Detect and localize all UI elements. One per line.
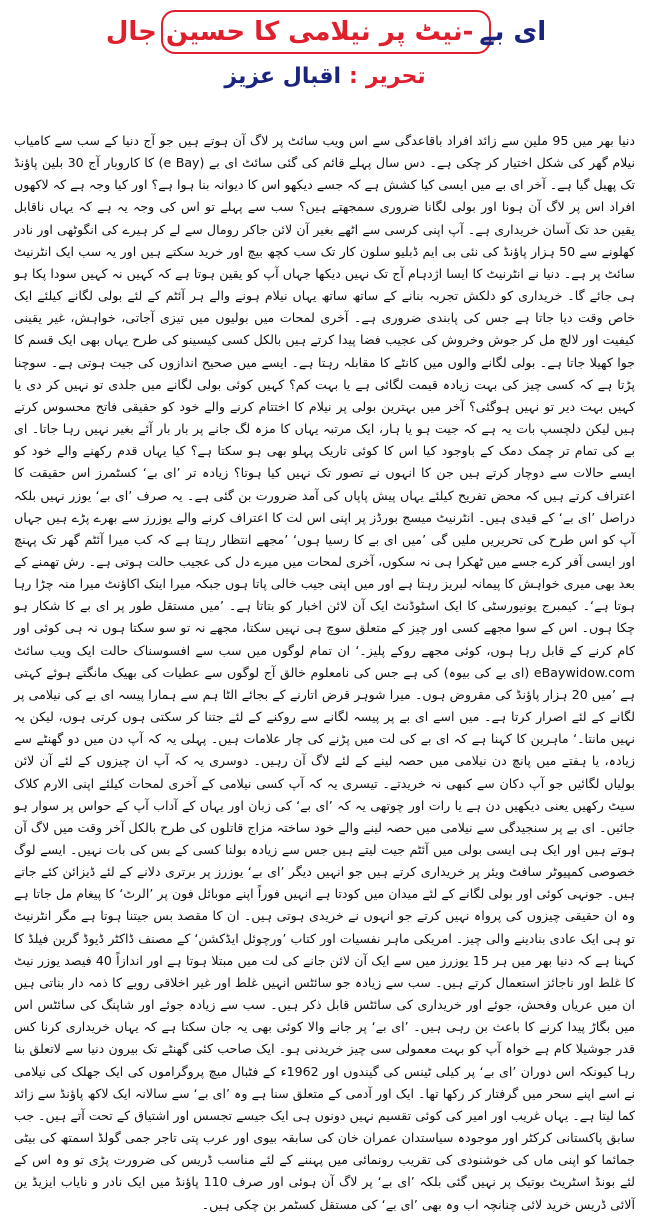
author-name: اقبال عزیز [224,63,342,89]
byline [165,60,485,92]
title-main: -نیٹ پر نیلامی کا حسین جال [105,17,474,47]
byline-separator: : [349,63,358,89]
title-box [105,10,547,54]
article-title [106,17,546,47]
article-paragraph: دنیا بھر میں 95 ملین سے زائد افراد باقاعدگی سے اس ویب سائٹ پر لاگ آن ہوتے ہیں جو آج دنیا کے سب سے کامیاب نیلام گھر کی شکل اختیار کر چکی ہے۔ دس سال پہلے قائم کی گئی سائٹ ای بے (e Bay) کا کاروبار آج 30 بلین پاؤنڈ تک پھیل گیا ہے۔ آخر ای بے میں ایسی کیا کشش ہے کہ جسے دیکھو اس کا دیوانہ بنا ہوا ہے؟ اور کیا وجہ ہے کہ لاکھوں افراد اس پر لاگ آن ہونا اور بولی لگانا ضروری سمجھتے ہیں؟ سب سے پہلے تو اس کی وجہ یہ ہے کہ یہاں ناقابل یقین حد تک آسان خریداری ہے۔ آپ اپنی کرسی سے اٹھے بغیر آن لائن جاکر رومال سے لے کر ہیرے کی انگوٹھی اور نادر کھلونے سے 50 ہزار پاؤنڈ کی نئی بی ایم ڈبلیو سلون کار تک سب کچھ بیچ اور خرید سکتے ہیں اور یہ سب ایک انٹرنیٹ سائٹ پر ہے۔ دنیا نے انٹرنیٹ کا ایسا اژدہام آج تک نہیں دیکھا جہاں آپ کو یقین ہوتا ہے کہ کہیں نہ کہیں سودا پکا ہو ہی جائے گا۔ خریداری کو دلکش تجربہ بنانے کے ساتھ ساتھ یہاں نیلام ہونے والے ہر آئٹم کے لئے بولی لگانے کیلئے ایک خاص وقت دیا جاتا ہے جس کی پابندی ضروری ہے۔ آخری لمحات میں بولیوں میں تیزی آجاتی، خواہش، غیر یقینی کیفیت اور لالچ مل کر جوش وخروش کی عجیب فضا پیدا کرتے ہیں بالکل کسی کیسینو کی طرح یہاں بھی ایک قسم کا جوا کھیلا جاتا ہے۔ بولی لگانے والوں میں کانٹے کا مقابلہ رہتا ہے۔ ایسے میں صحیح اندازوں کی جیت ہوتی ہے۔ سوچنا پڑتا ہے کہ کسی چیز کی بہت زیادہ قیمت لگائی ہے یا بہت کم؟ کہیں کوئی بولی لگانے میں جلدی تو نہیں کر دی یا کہیں بہت دیر تو نہیں ہوگئی؟ آخر میں بہترین بولی پر نیلام کا اختتام کرنے والے خود کو حقیقی فاتح محسوس کرتے ہیں لیکن دلچسپ بات یہ ہے کہ جیت ہو یا ہار، ایک مرتبہ یہاں کا مزہ لگ جانے پر بار بار آئے بغیر نہیں رہا جاتا۔ ای بے کی تمام تر چمک دمک کے باوجود کیا اس کا کوئی تاریک پہلو بھی ہو سکتا ہے؟ کیا یہاں قدم رکھنے والے خود کو ایسے حالات سے دوچار کرتے ہیں جن کا انہوں نے تصور تک نہیں کیا ہوتا؟ زیادہ تر ’ای بے‘ کسٹمرز اس حقیقت کا اعتراف کرتے ہیں کہ محض تفریح کیلئے یہاں پیش پاپاں کی آمد ضرورت بن گئی ہے۔ یہ صرف ’ای بے‘ یوزر نہیں بلکہ دراصل ’ای بے‘ کے قیدی ہیں۔ انٹرنیٹ میسج بورڈز پر اپنی اس لت کا اعتراف کرنے والے یوزرز سے بھرے پڑے ہیں جہاں آپ کو اس طرح کی تحریریں ملیں گی ’میں ای بے کا رسیا ہوں‘ ’مجھے انتظار رہتا ہے کہ کب میرا آئٹم گھر تک پہنچ اور ایسی آفر کرے جسے میں ٹھکرا ہی نہ سکوں، آخری لمحات میں میرے دل کی عجیب حالت ہوتی ہے۔ رش تھمنے کے بعد بھی میری خواہش کا پیمانہ لبریز رہتا ہے اور میں اپنی جیب خالی پاتا ہوں جبکہ میرا اینک اکاؤنٹ میرا منہ چڑا رہا ہوتا ہے‘۔ کیمبرج یونیورسٹی کا ایک اسٹوڈنٹ ایک آن لائن اخبار کو بتاتا ہے۔ ’میں مستقل طور پر ای بے کا شکار ہو چکا ہوں۔ اس کے سوا مجھے کسی اور چیز کے متعلق سوچ ہی نہیں سکتا، مجھے نہ تو سو سکتا ہوں نہ ہی کوئی اور کام کرنے کے قابل رہا ہوں، کوئی مجھے روکے پلیز۔‘ ان تمام لوگوں میں سب سے افسوسناک حالت ایک ویب سائٹ eBaywidow.com (ای بے کی بیوہ) کی ہے جس کی نامعلوم خالق آج لوگوں سے عطیات کی بھیک مانگتے ہوئے کہتی ہے ’میں 20 ہزار پاؤنڈ کی مقروض ہوں۔ میرا شوہر قرض اتارنے کے بجائے الٹا ہم سے ہمارا پیسہ ای بے کی نیلامی پر لگانے کے لئے اصرار کرتا ہے۔ میں اسے ای بے پر پیسہ لگانے سے روکنے کے لئے جتنا کر سکتی ہوں کرتی ہوں، لیکن یہ نہیں مانتا۔‘ ماہرین کا کہنا ہے کہ ای بے کی لت میں پڑنے کی چار علامات ہیں۔ پہلی یہ کہ آپ دن میں دو گھنٹے سے زیادہ، یا ہفتے میں پانچ دن نیلامی میں حصہ لینے کے لئے لاگ آن رہیں۔ دوسری یہ کہ آپ ان چیزوں کے لئے آن لائن بولیاں لگائیں جو آپ دکان سے کبھی نہ خریدتے۔ تیسری یہ کہ آپ کسی نیلامی کے آخری لمحات کیلئے اپنی الارم کلاک سیٹ رکھیں یعنی دیکھیں دن ہے یا رات اور چوتھی یہ کہ ’ای بے‘ کی زبان اور یہاں کے آداب آپ کے حواس پر سوار ہو جائیں۔ ای بے پر سنجیدگی سے نیلامی میں حصہ لینے والے خود ساختہ مزاج قاتلوں کی طرح بالکل آخر وقت میں لاگ آن ہوتے ہیں اور ایک ہی ایسی بولی میں آئٹم جیت لیتے ہیں جس سے زیادہ بولنا کسی کے بس کی بات نہیں۔ ایسے لوگ خصوصی کمپیوٹر سافٹ ویئر پر خریداری کرتے ہیں جو انہیں دیگر ’ای بے‘ یوزرز پر برتری دلانے کے لئے ڈیزائن کئے جاتے ہیں۔ جونہی کوئی اور بولی لگانے کے لئے میدان میں کودتا ہے انہیں فوراً اپنے موبائل فون پر ’الرٹ‘ کا پیغام مل جاتا ہے وہ ان حقیقی چیزوں کی پرواہ نہیں کرتے جو انہوں نے خریدی ہوتی ہیں۔ ان کا مقصد بس جیتنا ہوتا ہے مگر انٹرنیٹ تو ہی ایک عادی بنادینے والی چیز۔ امریکی ماہر نفسیات اور کتاب ’ورچوئل ایڈکشن‘ کے مصنف ڈاکٹر ڈیوڈ گرین فیلڈ کا کہنا ہے کہ دنیا بھر میں ہر 15 یوزرز میں سے ایک آن لائن جانے کی لت میں مبتلا ہوتا ہے اور اندازاً 40 فیصد یوزر نیٹ کا غلط اور ناجائز استعمال کرتے ہیں۔ سب سے زیادہ جو سائٹس انہیں غلط اور غیر اخلاقی رویے کا ذمہ دار بناتی ہیں ان میں عریاں وفحش، جوئے اور خریداری کی سائٹس قابل ذکر ہیں۔ سب سے زیادہ جوئے اور شاپنگ کی سائٹس اس میں بگاڑ پیدا کرنے کا باعث بن رہی ہیں۔ ’ای بے‘ پر جانے والا کوئی بھی یہ جان سکتا ہے کہ یہاں خریداری کرنا کس قدر جوشیلا کام ہے خواہ آپ کو بہت معمولی سی چیز خریدنی ہو۔ ایک صاحب کئی گھنٹے تک بیرون دنیا سے لاتعلق بنا رہا کیونکہ اس دوران ’ای بے‘ پر کیلی ٹینس کی گیندوں اور 1962ء کے فٹبال میچ پروگراموں کی ایک جھلک کی نیلامی نے اسے اپنے سحر میں گرفتار کر رکھا تھا۔ ایک اور آدمی کے متعلق سنا ہے وہ ’ای بے‘ سے سالانہ ایک لاکھ پاؤنڈ سے زائد کما لیتا ہے۔ یہاں غریب اور امیر کی کوئی تقسیم نہیں دونوں ہی ایک جیسے تجسس اور اشتیاق کے تحت آتے ہیں۔ جب سابق پاکستانی کرکٹر اور موجودہ سیاستدان عمران خان کی سابقہ بیوی اور عرب پتی تاجر جمی گولڈ اسمتھ کی بیٹی جمائما کو اپنی ماں کی خوشنودی کی تقریب رونمائی میں پہننے کے لئے مناسب ڈریس کی ضرورت پڑی تو وہ اس کے لئے بونڈ اسٹریٹ بوتیک پر نہیں گئی بلکہ ’ای بے‘ پر لاگ آن ہوئی اور صرف 110 پاؤنڈ میں ایک نادر و نایاب ایزیڈ ین آلائی ڈریس خرید لائی چنانچہ اب وہ بھی ’ای بے‘ کی مستقل کسٹمر بن چکی ہیں۔ [14,133,635,1212]
byline-label: تحریر [365,63,426,89]
title-lead: ای بے [479,17,547,47]
article-body [14,130,635,1212]
article-header [0,0,649,100]
